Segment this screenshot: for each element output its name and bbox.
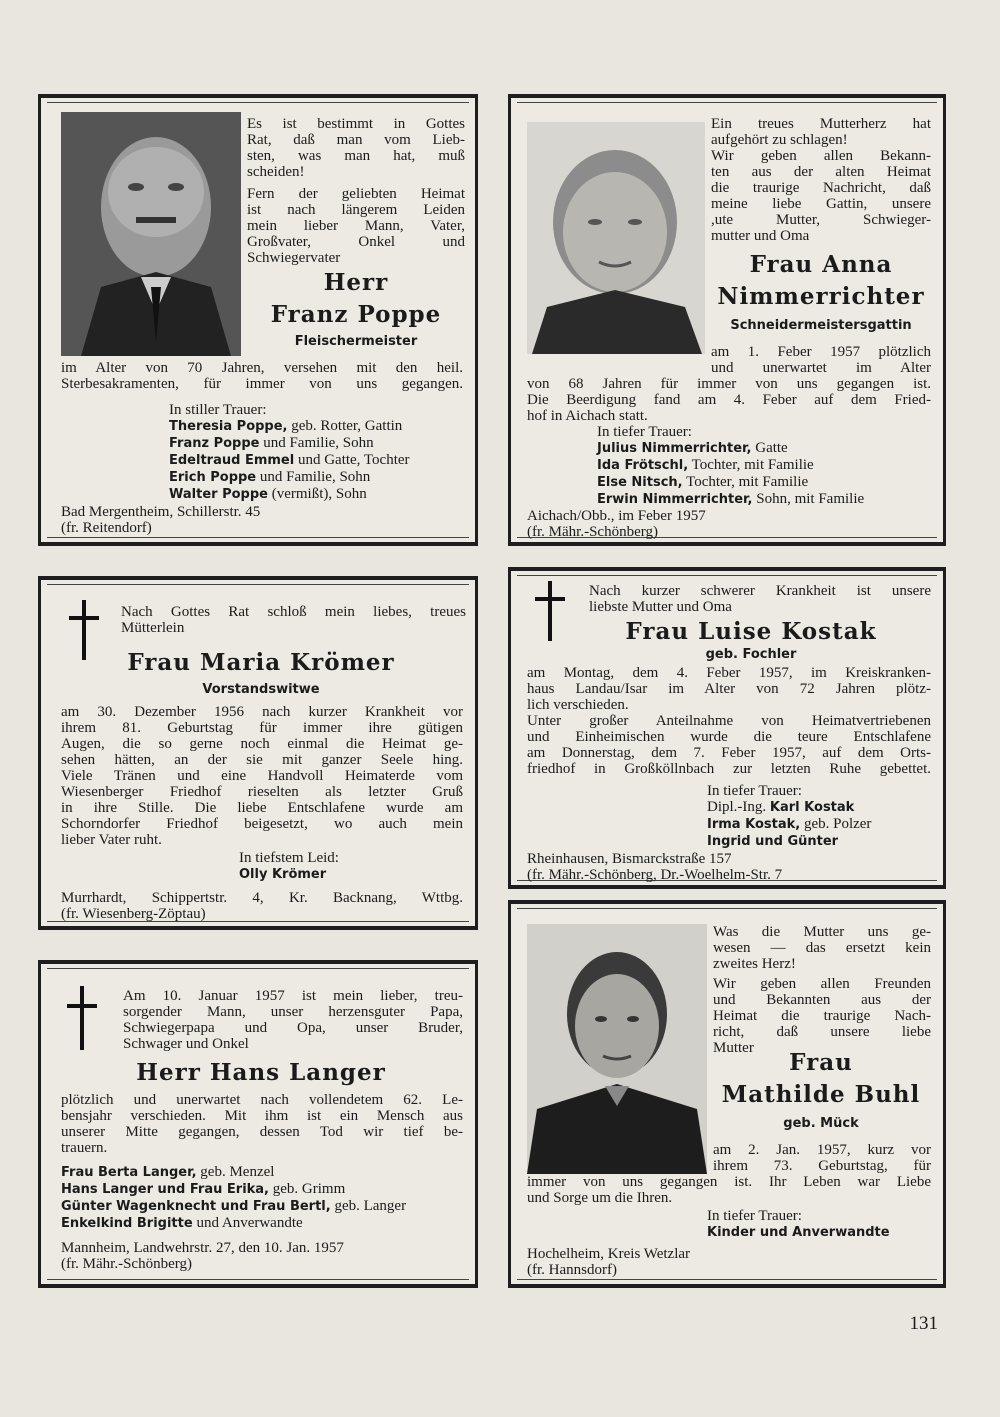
intro-line: Am 10. Januar 1957 ist mein lieber, treu- xyxy=(123,988,463,1004)
body-line: immer von uns gegangen ist. Ihr Leben war Liebe xyxy=(527,1174,931,1190)
cross-icon xyxy=(535,581,565,646)
deceased-name: Frau Luise Kostak xyxy=(625,618,877,645)
body-line: Wiesenberger Friedhof rieselten als letzter Gruß xyxy=(61,784,463,800)
portrait-photo-man xyxy=(61,112,241,356)
body-line: ihrem 81. Geburtstag für immer ihre gütigen xyxy=(61,720,463,736)
body-line: plötzlich und unerwartet nach vollendetem 62. Le- xyxy=(61,1092,463,1108)
mourner-line: Erich Poppe und Familie, Sohn xyxy=(169,469,371,485)
mourner-line: Kinder und Anverwandte xyxy=(707,1225,890,1240)
address-line: Murrhardt, Schippertstr. 4, Kr. Backnang, Wttbg. xyxy=(61,890,463,906)
mourning-header: In stiller Trauer: xyxy=(169,402,267,418)
obituary-poppe xyxy=(38,94,478,546)
mourner-line: Olly Krömer xyxy=(239,867,327,882)
portrait-photo-woman xyxy=(527,122,705,354)
intro-line: Nach Gottes Rat schloß mein liebes, treues xyxy=(121,604,466,620)
mourner-line: Else Nitsch, Tochter, mit Familie xyxy=(597,474,809,490)
obituary-nimmerrichter xyxy=(508,94,946,546)
address-line: Bad Mergentheim, Schillerstr. 45 xyxy=(61,504,261,520)
mourner-line: Ingrid und Günter xyxy=(707,834,839,849)
intro-line: ten aus der alten Heimat xyxy=(711,164,931,180)
occupation: geb. Mück xyxy=(783,1116,859,1131)
intro-line: Nach kurzer schwerer Krankheit ist unsere xyxy=(589,583,931,599)
verse-line: Es ist bestimmt in Gottes xyxy=(247,116,465,132)
mourner-line: Edeltraud Emmel und Gatte, Tochter xyxy=(169,452,410,468)
mourner-line: Irma Kostak, geb. Polzer xyxy=(707,816,872,832)
address-line: (fr. Mähr.-Schönberg) xyxy=(527,524,658,540)
mourning-header: In tiefer Trauer: xyxy=(707,783,802,799)
occupation: Schneidermeistersgattin xyxy=(730,318,912,333)
body-line: am 2. Jan. 1957, kurz vor xyxy=(713,1142,931,1158)
mourner-line: Julius Nimmerrichter, Gatte xyxy=(597,440,788,456)
intro-line: Schwiegerpapa und Opa, unser Bruder, xyxy=(123,1020,463,1036)
mourning-header: In tiefer Trauer: xyxy=(597,424,692,440)
address-line: Mannheim, Landwehrstr. 27, den 10. Jan. 1957 xyxy=(61,1240,344,1256)
deceased-title: Herr xyxy=(323,269,389,296)
mourner-line: Frau Berta Langer, geb. Menzel xyxy=(61,1164,275,1180)
body-line: sehen hätten, an der sie mit ganzer Seele hing. xyxy=(61,752,463,768)
body-line: und unerwartet im Alter xyxy=(711,360,931,376)
body-line: und Einheimischen wurde die teure Entschlafene xyxy=(527,729,931,745)
occupation: geb. Fochler xyxy=(705,647,797,662)
mourning-header: In tiefer Trauer: xyxy=(707,1208,802,1224)
body-line: haus Landau/Isar im Alter von 72 Jahren plötz- xyxy=(527,681,931,697)
obituary-buhl xyxy=(508,900,946,1288)
body-line: Schorndorfer Friedhof beigesetzt, wo auch mein xyxy=(61,816,463,832)
intro-line: Heimat die traurige Nach- xyxy=(713,1008,931,1024)
obituary-langer xyxy=(38,960,478,1288)
intro-line: Ein treues Mutterherz hat xyxy=(711,116,931,132)
address-line: (fr. Hannsdorf) xyxy=(527,1262,617,1278)
body-line: Sterbesakramenten, für immer von uns gegangen. xyxy=(61,376,463,392)
body-line: Viele Tränen und eine Handvoll Heimaterde vom xyxy=(61,768,463,784)
obituary-kostak xyxy=(508,567,946,889)
verse-line: Rat, daß man vom Lieb- xyxy=(247,132,465,148)
body-line: im Alter von 70 Jahren, versehen mit den heil. xyxy=(61,360,463,376)
mourner-line: Walter Poppe (vermißt), Sohn xyxy=(169,486,367,502)
portrait-photo-woman xyxy=(527,924,707,1174)
mourner-line: Günter Wagenknecht und Frau Bertl, geb. Langer xyxy=(61,1198,407,1214)
body-line: hof in Aichach statt. xyxy=(527,408,648,424)
deceased-name: Nimmerrichter xyxy=(717,283,925,310)
intro-line: Schwiegervater xyxy=(247,250,341,266)
address-line: Aichach/Obb., im Feber 1957 xyxy=(527,508,706,524)
body-line: unserer Mitte gegangen, dessen Tod wir tief be- xyxy=(61,1124,463,1140)
address-line: (fr. Mähr.-Schönberg, Dr.-Woelhelm-Str. 7 xyxy=(527,867,783,883)
body-line: am Montag, dem 4. Feber 1957, im Kreiskranken- xyxy=(527,665,931,681)
body-line: am Donnerstag, dem 7. Feber 1957, auf dem Orts- xyxy=(527,745,931,761)
mourner-line: Dipl.-Ing. Karl Kostak xyxy=(707,799,855,815)
intro-line: meine liebe Gattin, unsere xyxy=(711,196,931,212)
verse-line: sten, was man hat, muß xyxy=(247,148,465,164)
address-line: (fr. Reitendorf) xyxy=(61,520,152,536)
intro-line: Wir geben allen Bekann- xyxy=(711,148,931,164)
body-line: am 30. Dezember 1956 nach kurzer Krankheit vor xyxy=(61,704,463,720)
mourner-line: Enkelkind Brigitte und Anverwandte xyxy=(61,1215,303,1231)
occupation: Vorstandswitwe xyxy=(202,682,320,697)
mourner-line: Erwin Nimmerrichter, Sohn, mit Familie xyxy=(597,491,865,507)
intro-line: Mütterlein xyxy=(121,620,185,636)
intro-line: richt, daß unsere liebe xyxy=(713,1024,931,1040)
address-line: Rheinhausen, Bismarckstraße 157 xyxy=(527,851,732,867)
verse-line: wesen — das ersetzt kein xyxy=(713,940,931,956)
intro-line: die traurige Nachricht, daß xyxy=(711,180,931,196)
mourner-line: Ida Frötschl, Tochter, mit Familie xyxy=(597,457,814,473)
intro-line: Wir geben allen Freunden xyxy=(713,976,931,992)
mourning-header: In tiefstem Leid: xyxy=(239,850,339,866)
intro-line: aufgehört zu schlagen! xyxy=(711,132,848,148)
body-line: Die Beerdigung fand am 4. Feber auf dem Fried- xyxy=(527,392,931,408)
body-line: friedhof in Großköllnbach zur letzten Ruhe gebettet. xyxy=(527,761,931,777)
body-line: und Sorge um die Ihren. xyxy=(527,1190,673,1206)
body-line: ihrem 73. Geburtstag, für xyxy=(713,1158,931,1174)
body-line: Unter großer Anteilnahme von Heimatvertriebenen xyxy=(527,713,931,729)
intro-line: und Bekannten aus der xyxy=(713,992,931,1008)
mourner-line: Theresia Poppe, geb. Rotter, Gattin xyxy=(169,418,403,434)
intro-line: Mutter xyxy=(713,1040,754,1056)
intro-line: Fern der geliebten Heimat xyxy=(247,186,465,202)
deceased-name: Frau Maria Krömer xyxy=(127,649,395,676)
body-line: in ihre Stille. Die liebe Entschlafene wurde am xyxy=(61,800,463,816)
intro-line: sorgender Mann, unser herzensguter Papa, xyxy=(123,1004,463,1020)
deceased-name: Franz Poppe xyxy=(270,301,442,328)
intro-line: mein lieber Mann, Vater, xyxy=(247,218,465,234)
occupation: Fleischermeister xyxy=(294,334,418,349)
body-line: am 1. Feber 1957 plötzlich xyxy=(711,344,931,360)
deceased-title: Frau xyxy=(789,1049,853,1076)
deceased-name: Herr Hans Langer xyxy=(136,1059,386,1086)
intro-line: mutter und Oma xyxy=(711,228,810,244)
verse-line: Was die Mutter uns ge- xyxy=(713,924,931,940)
address-line: (fr. Mähr.-Schönberg) xyxy=(61,1256,192,1272)
intro-line: ,ute Mutter, Schwieger- xyxy=(711,212,931,228)
verse-line: scheiden! xyxy=(247,164,305,180)
intro-line: ist nach längerem Leiden xyxy=(247,202,465,218)
body-line: trauern. xyxy=(61,1140,108,1156)
body-line: lich verschieden. xyxy=(527,697,629,713)
deceased-name: Mathilde Buhl xyxy=(721,1081,921,1108)
body-line: lieber Vater ruht. xyxy=(61,832,162,848)
body-line: Augen, die so gerne noch einmal die Heimat ge- xyxy=(61,736,463,752)
deceased-title: Frau Anna xyxy=(749,251,893,278)
page-number: 131 xyxy=(909,1313,938,1334)
intro-line: liebste Mutter und Oma xyxy=(589,599,732,615)
mourner-line: Hans Langer und Frau Erika, geb. Grimm xyxy=(61,1181,346,1197)
intro-line: Großvater, Onkel und xyxy=(247,234,465,250)
body-line: von 68 Jahren für immer von uns gegangen ist. xyxy=(527,376,931,392)
body-line: bensjahr verschieden. Mit ihm ist ein Mensch aus xyxy=(61,1108,463,1124)
cross-icon xyxy=(67,986,97,1055)
obituary-kroemer xyxy=(38,576,478,930)
mourner-line: Franz Poppe und Familie, Sohn xyxy=(169,435,374,451)
intro-line: Schwager und Onkel xyxy=(123,1036,249,1052)
address-line: (fr. Wiesenberg-Zöptau) xyxy=(61,906,206,922)
verse-line: zweites Herz! xyxy=(713,956,796,972)
address-line: Hochelheim, Kreis Wetzlar xyxy=(527,1246,691,1262)
